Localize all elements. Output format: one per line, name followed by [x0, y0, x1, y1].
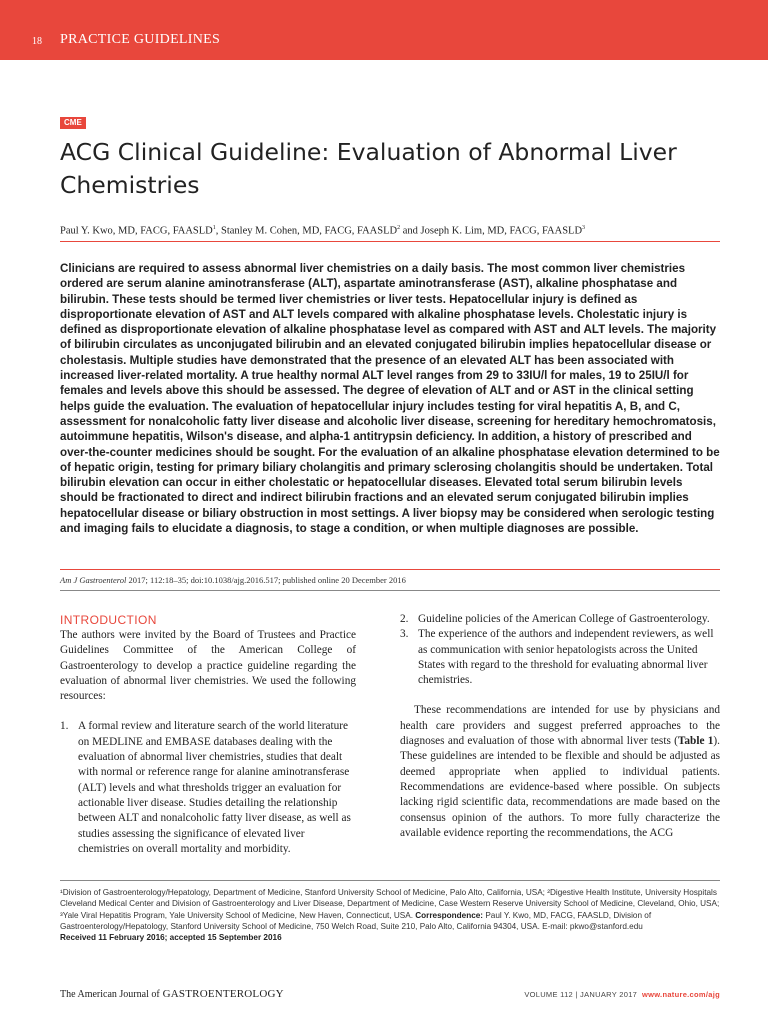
page-number: 18 [32, 36, 42, 47]
citation-details: 2017; 112:18–35; doi:10.1038/ajg.2016.517; published online 20 December 2016 [126, 575, 406, 585]
spacer [400, 688, 720, 703]
author-separator: and [400, 225, 421, 237]
journal-name: GASTROENTEROLOGY [159, 988, 284, 1000]
list-item [60, 719, 356, 857]
spacer [60, 704, 356, 719]
footnote-divider [60, 880, 720, 881]
correspondence-details: Paul Y. Kwo, MD, FACG, FAASLD, Division of Gastroenterology/Hepatology, Stanford University School of Medicine, 750 Welch Road, Suite 210, Palo Alto, California 94304, USA. E-mail: pkwo@stanford.edu [60, 910, 652, 931]
list-item-text: Guideline policies of the American College of Gastroenterology. [418, 613, 710, 625]
paragraph-text: These recommendations are intended for use by physicians and health care providers and suggest preferred approaches to the diagnoses and evaluation of those with abnormal liver tests ( [400, 704, 720, 748]
author-name: Stanley M. Cohen, MD, FACG, FAASLD [221, 225, 398, 237]
resource-list-continued [400, 612, 720, 688]
article-title: ACG Clinical Guideline: Evaluation of Abnormal Liver Chemistries [60, 138, 677, 199]
right-column [400, 612, 720, 841]
citation-divider [60, 590, 720, 591]
volume-info: VOLUME 112 | JANUARY 2017 [524, 990, 638, 999]
journal-website-link[interactable]: www.nature.com/ajg [641, 990, 720, 999]
journal-prefix: The American Journal of [60, 989, 160, 1000]
section-label: PRACTICE GUIDELINES [60, 32, 221, 47]
received-dates: Received 11 February 2016; accepted 15 September 2016 [60, 933, 282, 943]
resource-list [60, 719, 356, 857]
list-item-text: A formal review and literature search of the world literature on MEDLINE and EMBASE databases dealing with the evaluation of abnormal liver chemistries, studies that dealt with normal or reference range for alanine aminotransferase (ALT) levels and what thresholds trigger an evaluation for actionable liver disease. Studies detailing the relationship between ALT and nonalcoholic fatty liver disease, as well as studies assessing the significance of elevated liver chemistries on overall mortality and morbidity. [78, 720, 351, 855]
author-name: Joseph K. Lim, MD, FACG, FAASLD [420, 225, 583, 237]
citation-journal: Am J Gastroenterol [60, 575, 127, 585]
introduction-heading: INTRODUCTION [60, 613, 157, 627]
affiliation-marker: 2 [397, 225, 401, 231]
table-reference-link[interactable]: Table 1 [677, 735, 714, 748]
author-name: Paul Y. Kwo, MD, FACG, FAASLD [60, 225, 213, 237]
correspondence-label: Correspondence: [415, 910, 484, 920]
list-item [400, 627, 720, 688]
cme-badge: CME [60, 117, 86, 129]
abstract: Clinicians are required to assess abnormal liver chemistries on a daily basis. The most common liver chemistries ordered are serum alanine aminotransferase (ALT), aspartate aminotransferase (AST), alkaline phosphatase and bilirubin. These tests should be termed liver chemistries or liver tests. Hepatocellular injury is defined as disproportionate elevation of AST and ALT levels compared with alkaline phosphatase levels. Cholestatic injury is defined as disproportionate elevation of alkaline phosphatase level as compared with AST and ALT levels. The majority of bilirubin circulates as unconjugated bilirubin and an elevated conjugated bilirubin implies hepatocellular disease or cholestasis. Multiple studies have demonstrated that the presence of an elevated ALT has been associated with increased liver-related mortality. A true healthy normal ALT level ranges from 29 to 33IU/l for males, 19 to 25IU/l for females and levels above this should be assessed. The degree of elevation of ALT and or AST in the clinical setting helps guide the evaluation. The evaluation of hepatocellular injury includes testing for viral hepatitis A, B, and C, assessment for nonalcoholic fatty liver disease and alcoholic liver disease, screening for hereditary hemochromatosis, autoimmune hepatitis, Wilson's disease, and alpha-1 antitrypsin deficiency. In addition, a history of prescribed and over-the-counter medicines should be sought. For the evaluation of an alkaline phosphatase elevation determined to be of hepatic origin, testing for primary biliary cholangitis and primary sclerosing cholangitis should be undertaken. Total bilirubin elevation can occur in either cholestatic or hepatocellular diseases. Elevated total serum bilirubin levels should be fractionated to direct and indirect bilirubin fractions and an elevated serum conjugated bilirubin implies hepatocellular disease or biliary obstruction in most settings. A liver biopsy may be considered when serologic testing and imaging fails to elucidate a diagnosis, to stage a condition, or when multiple diagnoses are possible. [60, 262, 720, 536]
list-number: 3. [400, 628, 409, 641]
affiliation-marker: 3 [582, 225, 586, 231]
list-item [400, 612, 720, 627]
author-divider [60, 241, 720, 242]
header-bar [0, 0, 768, 60]
left-column [60, 612, 356, 857]
list-item-text: The experience of the authors and independent reviewers, as well as communication with senior hepatologists across the United States with regard to the threshold for evaluating abnormal liver chemistries. [418, 628, 714, 687]
recommendations-paragraph [400, 703, 720, 841]
list-number: 1. [60, 720, 69, 733]
affiliation-marker: 1 [212, 225, 216, 231]
list-number: 2. [400, 613, 409, 625]
paragraph-text: ). These guidelines are intended to be flexible and should be adjusted as deemed appropriate when applied to individual patients. Recommendations are evidence-based where possible. On subjects lacking rigid scientific data, recommendations are made based on the consensus opinion of the authors. To more fully characterize the available evidence reporting the recommendations, the ACG [400, 735, 720, 839]
footer-journal [60, 988, 284, 1000]
author-separator: , [215, 225, 222, 237]
footnote [60, 887, 720, 943]
footer-issue [524, 990, 720, 999]
affiliations: ¹Division of Gastroenterology/Hepatology, Department of Medicine, Stanford University School of Medicine, Palo Alto, California, USA; ²Digestive Health Institute, University Hospitals Cleveland Medical Center and Division of Gastroenterology and Liver Disease, Department of Medicine, Case Western Reserve University School of Medicine, Cleveland, Ohio, USA; ³Yale Viral Hepatitis Program, Yale University School of Medicine, New Haven, Connecticut, USA. [60, 888, 720, 920]
author-list [60, 221, 720, 239]
citation-line [60, 574, 720, 586]
intro-paragraph: The authors were invited by the Board of Trustees and Practice Guidelines Committee of the American College of Gastroenterology to develop a practice guideline regarding the evaluation of abnormal liver chemistries. We used the following resources: [60, 629, 356, 703]
abstract-divider [60, 569, 720, 570]
